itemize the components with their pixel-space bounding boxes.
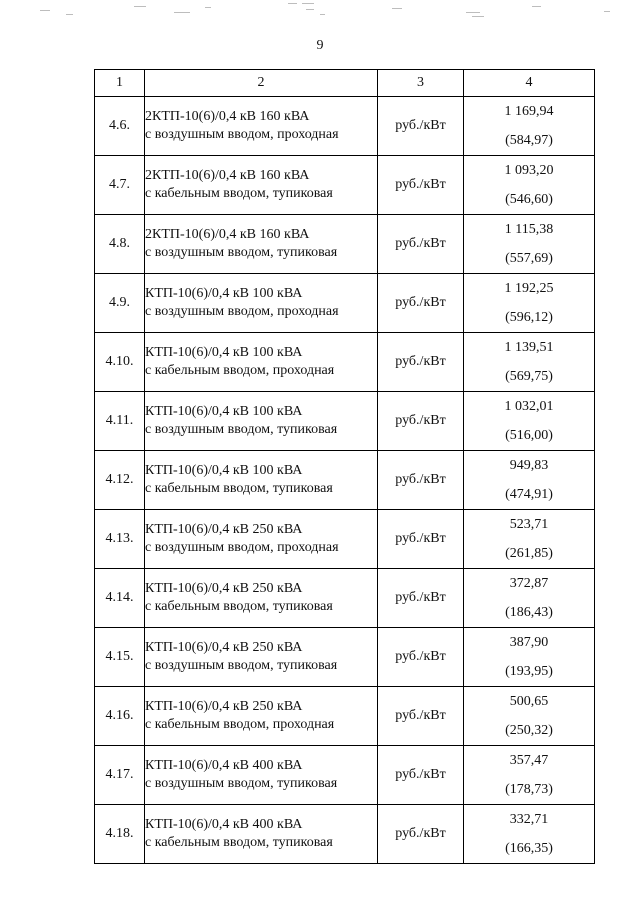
value-main: 332,71 [509, 812, 549, 827]
item-name: КТП-10(6)/0,4 кВ 400 кВА [145, 817, 303, 832]
value-main: 949,83 [509, 458, 549, 473]
table-row [95, 215, 595, 274]
value-parenthesized: (474,91) [505, 487, 553, 502]
value-parenthesized: (596,12) [505, 310, 553, 325]
table-row [95, 510, 595, 569]
row-number: 4.12. [95, 451, 145, 510]
page-number: 9 [316, 38, 324, 53]
value-parenthesized: (569,75) [505, 369, 553, 384]
item-name-cell [145, 746, 378, 805]
item-name-cell [145, 451, 378, 510]
item-name: КТП-10(6)/0,4 кВ 100 кВА [145, 286, 303, 301]
table-row [95, 569, 595, 628]
value-cell [464, 805, 595, 864]
item-description: с воздушным вводом, проходная [145, 127, 339, 142]
row-number: 4.18. [95, 805, 145, 864]
table-row [95, 274, 595, 333]
item-name-cell [145, 156, 378, 215]
item-name: КТП-10(6)/0,4 кВ 250 кВА [145, 522, 303, 537]
value-cell [464, 451, 595, 510]
item-name: 2КТП-10(6)/0,4 кВ 160 кВА [145, 227, 310, 242]
value-main: 357,47 [509, 753, 549, 768]
item-name: 2КТП-10(6)/0,4 кВ 160 кВА [145, 109, 310, 124]
item-description: с воздушным вводом, проходная [145, 540, 339, 555]
row-number: 4.10. [95, 333, 145, 392]
value-main: 523,71 [509, 517, 549, 532]
table-row [95, 451, 595, 510]
value-main: 1 115,38 [504, 222, 554, 237]
unit-cell: руб./кВт [378, 392, 464, 451]
row-number: 4.17. [95, 746, 145, 805]
row-number: 4.13. [95, 510, 145, 569]
table-row [95, 687, 595, 746]
item-name-cell [145, 392, 378, 451]
unit-cell: руб./кВт [378, 451, 464, 510]
value-cell [464, 156, 595, 215]
item-name: КТП-10(6)/0,4 кВ 100 кВА [145, 463, 303, 478]
table-row [95, 392, 595, 451]
item-name-cell [145, 805, 378, 864]
row-number: 4.16. [95, 687, 145, 746]
value-cell [464, 392, 595, 451]
item-description: с кабельным вводом, тупиковая [145, 186, 333, 201]
unit-cell: руб./кВт [378, 333, 464, 392]
table-row [95, 333, 595, 392]
row-number: 4.6. [95, 97, 145, 156]
value-parenthesized: (250,32) [505, 723, 553, 738]
tariff-table [94, 69, 595, 864]
item-name-cell [145, 274, 378, 333]
unit-cell: руб./кВт [378, 687, 464, 746]
table-row [95, 97, 595, 156]
unit-cell: руб./кВт [378, 510, 464, 569]
item-name: КТП-10(6)/0,4 кВ 100 кВА [145, 345, 303, 360]
value-cell [464, 746, 595, 805]
value-parenthesized: (261,85) [505, 546, 553, 561]
value-cell [464, 97, 595, 156]
item-name: 2КТП-10(6)/0,4 кВ 160 кВА [145, 168, 310, 183]
value-main: 1 139,51 [504, 340, 554, 355]
row-number: 4.14. [95, 569, 145, 628]
value-cell [464, 628, 595, 687]
value-parenthesized: (178,73) [505, 782, 553, 797]
item-name-cell [145, 569, 378, 628]
item-name-cell [145, 215, 378, 274]
value-parenthesized: (186,43) [505, 605, 553, 620]
header-col-4: 4 [464, 70, 595, 97]
unit-cell: руб./кВт [378, 628, 464, 687]
item-name-cell [145, 628, 378, 687]
value-main: 372,87 [509, 576, 549, 591]
value-main: 1 032,01 [504, 399, 554, 414]
item-name: КТП-10(6)/0,4 кВ 250 кВА [145, 699, 303, 714]
item-description: с воздушным вводом, проходная [145, 304, 339, 319]
row-number: 4.9. [95, 274, 145, 333]
item-description: с кабельным вводом, тупиковая [145, 835, 333, 850]
item-name-cell [145, 97, 378, 156]
unit-cell: руб./кВт [378, 97, 464, 156]
item-name: КТП-10(6)/0,4 кВ 100 кВА [145, 404, 303, 419]
value-parenthesized: (557,69) [505, 251, 553, 266]
item-name-cell [145, 510, 378, 569]
value-cell [464, 687, 595, 746]
value-cell [464, 215, 595, 274]
row-number: 4.15. [95, 628, 145, 687]
unit-cell: руб./кВт [378, 274, 464, 333]
row-number: 4.8. [95, 215, 145, 274]
value-cell [464, 274, 595, 333]
item-description: с кабельным вводом, тупиковая [145, 481, 333, 496]
value-parenthesized: (584,97) [505, 133, 553, 148]
unit-cell: руб./кВт [378, 805, 464, 864]
value-cell [464, 510, 595, 569]
table-row [95, 805, 595, 864]
item-name: КТП-10(6)/0,4 кВ 250 кВА [145, 581, 303, 596]
unit-cell: руб./кВт [378, 569, 464, 628]
table-body [95, 97, 595, 864]
value-main: 1 192,25 [504, 281, 554, 296]
value-main: 1 093,20 [504, 163, 554, 178]
value-cell [464, 333, 595, 392]
item-description: с воздушным вводом, тупиковая [145, 658, 338, 673]
header-col-1: 1 [95, 70, 145, 97]
scan-artifacts [0, 0, 640, 20]
table-row [95, 628, 595, 687]
value-parenthesized: (166,35) [505, 841, 553, 856]
unit-cell: руб./кВт [378, 215, 464, 274]
item-description: с кабельным вводом, проходная [145, 717, 335, 732]
table-row [95, 746, 595, 805]
unit-cell: руб./кВт [378, 746, 464, 805]
item-description: с кабельным вводом, проходная [145, 363, 335, 378]
item-name-cell [145, 333, 378, 392]
row-number: 4.7. [95, 156, 145, 215]
value-main: 1 169,94 [504, 104, 554, 119]
item-name: КТП-10(6)/0,4 кВ 250 кВА [145, 640, 303, 655]
item-description: с воздушным вводом, тупиковая [145, 422, 338, 437]
item-description: с воздушным вводом, тупиковая [145, 776, 338, 791]
value-main: 387,90 [509, 635, 549, 650]
unit-cell: руб./кВт [378, 156, 464, 215]
value-main: 500,65 [509, 694, 549, 709]
header-col-2: 2 [145, 70, 378, 97]
row-number: 4.11. [95, 392, 145, 451]
table-header-row [95, 70, 595, 97]
table-row [95, 156, 595, 215]
value-parenthesized: (193,95) [505, 664, 553, 679]
header-col-3: 3 [378, 70, 464, 97]
item-description: с воздушным вводом, тупиковая [145, 245, 338, 260]
item-description: с кабельным вводом, тупиковая [145, 599, 333, 614]
item-name: КТП-10(6)/0,4 кВ 400 кВА [145, 758, 303, 773]
value-parenthesized: (546,60) [505, 192, 553, 207]
value-parenthesized: (516,00) [505, 428, 553, 443]
item-name-cell [145, 687, 378, 746]
value-cell [464, 569, 595, 628]
